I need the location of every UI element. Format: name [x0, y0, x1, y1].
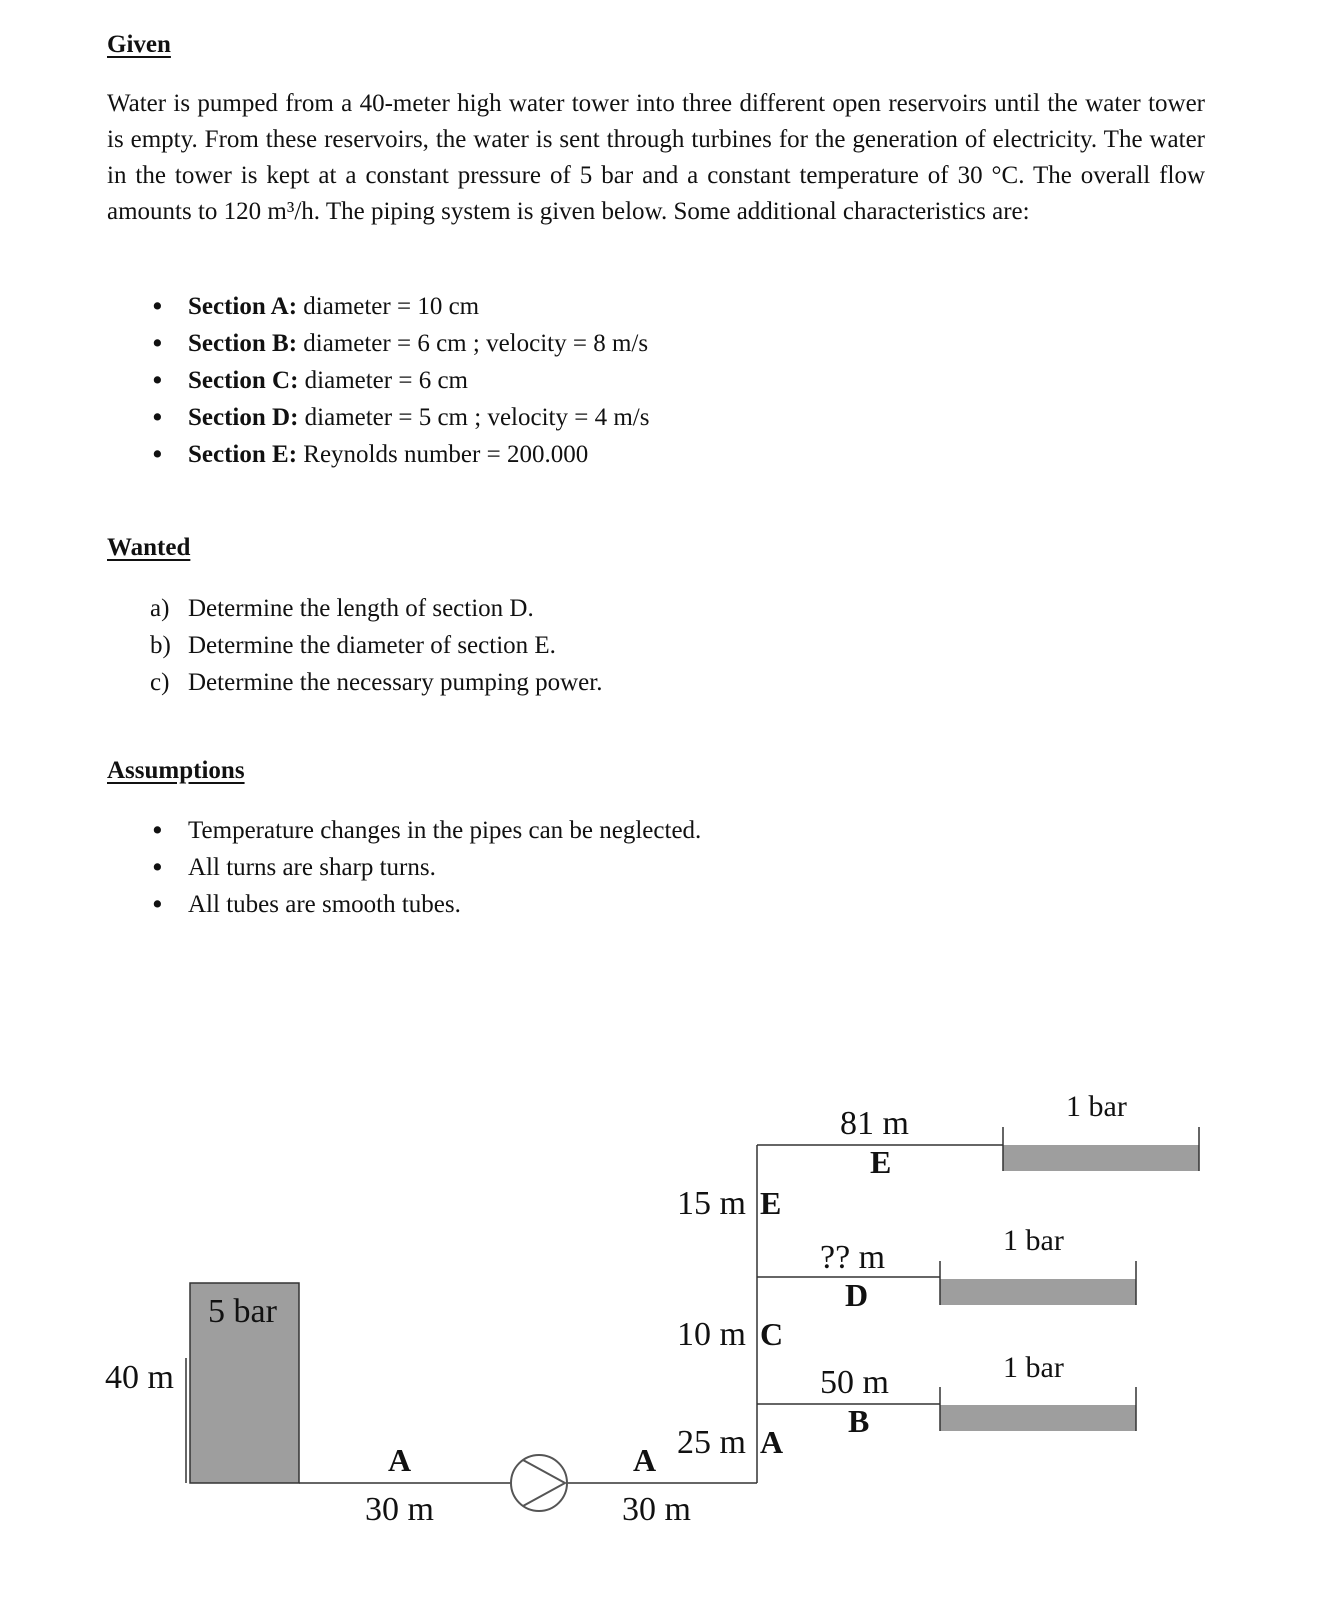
reservoir-b	[940, 1387, 1136, 1431]
vertical-a-label: A	[760, 1424, 784, 1460]
vertical-c-label: C	[760, 1316, 784, 1352]
wanted-heading: Wanted	[107, 534, 191, 561]
given-paragraph: Water is pumped from a 40-meter high water tower into three different open reservoirs until the water tower is empty. From these reservoirs, the water is sent through turbines for the generation of electricity. The water in the tower is kept at a constant pressure of 5 bar and a constant temperature of 30 °C. The overall flow amounts to 120 m³/h. The piping system is given below. Some additional characteristics are:	[107, 90, 1205, 225]
length-b: 50 m	[820, 1364, 889, 1401]
reservoir-b-pressure: 1 bar	[1003, 1351, 1064, 1384]
section-list	[150, 288, 649, 473]
list-item: • Section D: diameter = 5 cm ; velocity = 4 m/s	[150, 399, 649, 436]
assumptions-list	[150, 812, 701, 923]
section-a-label-2: A	[633, 1442, 657, 1478]
tower-pressure-label: 5 bar	[208, 1293, 277, 1330]
section-a-label-1: A	[388, 1442, 412, 1478]
label-e: E	[870, 1144, 892, 1180]
label-b: B	[848, 1403, 870, 1439]
list-item: • Section C: diameter = 6 cm	[150, 362, 649, 399]
length-d: ?? m	[820, 1239, 886, 1276]
vertical-e-length: 15 m	[677, 1185, 746, 1222]
reservoir-e-pressure: 1 bar	[1066, 1090, 1127, 1123]
list-item: • Section A: diameter = 10 cm	[150, 288, 649, 325]
list-item: • All tubes are smooth tubes.	[150, 886, 701, 923]
piping-diagram	[0, 1050, 1328, 1570]
list-item: a) Determine the length of section D.	[150, 595, 534, 622]
vertical-e-label: E	[760, 1185, 782, 1221]
list-item: • Temperature changes in the pipes can be neglected.	[150, 812, 701, 849]
wanted-list	[150, 590, 602, 701]
vertical-a-length: 25 m	[677, 1424, 746, 1461]
list-item: c) Determine the necessary pumping power.	[150, 669, 603, 696]
vertical-c-length: 10 m	[677, 1316, 746, 1353]
section-a-length-1: 30 m	[365, 1491, 434, 1528]
reservoir-d	[940, 1261, 1136, 1305]
list-item: • Section B: diameter = 6 cm ; velocity = 8 m/s	[150, 325, 649, 362]
label-d: D	[845, 1277, 869, 1313]
pump-icon	[511, 1455, 567, 1511]
list-item: b) Determine the diameter of section E.	[150, 632, 556, 659]
list-item: • All turns are sharp turns.	[150, 849, 701, 886]
reservoir-e	[1003, 1127, 1199, 1171]
length-e: 81 m	[840, 1105, 909, 1142]
tower-height-label: 40 m	[105, 1359, 174, 1396]
reservoir-d-pressure: 1 bar	[1003, 1224, 1064, 1257]
list-item: • Section E: Reynolds number = 200.000	[150, 436, 649, 473]
assumptions-heading: Assumptions	[107, 757, 245, 784]
given-heading: Given	[107, 31, 171, 58]
section-a-length-2: 30 m	[622, 1491, 691, 1528]
